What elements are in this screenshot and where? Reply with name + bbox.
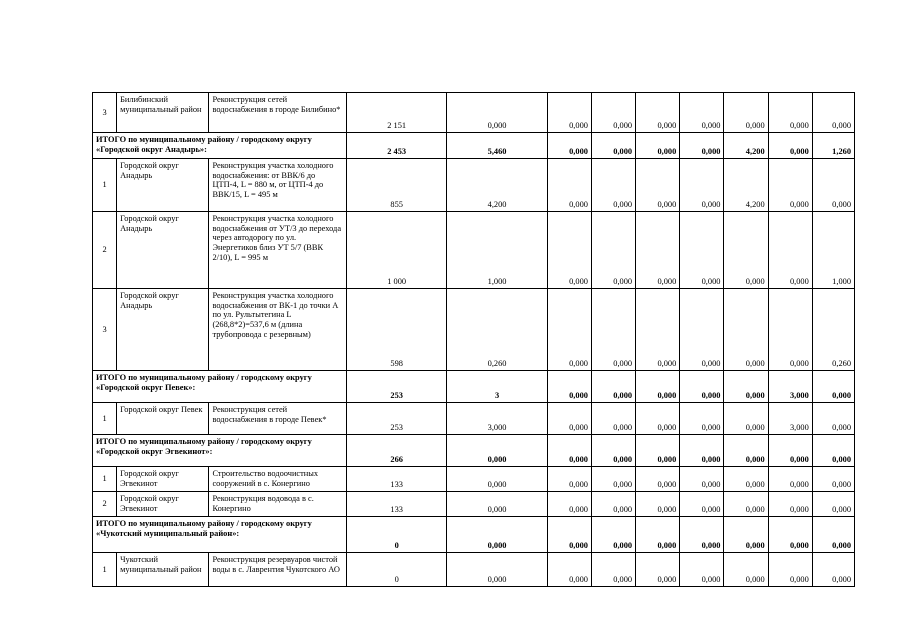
subtotal-row (93, 517, 855, 553)
year-value-cell: 0,000 (636, 553, 680, 587)
year-value-cell: 0,000 (812, 553, 854, 587)
table-row (93, 159, 855, 212)
year-value-cell: 0,000 (724, 467, 768, 492)
year-value-cell: 0,000 (768, 159, 812, 212)
value-cell: 0,000 (447, 517, 547, 553)
subtotal-title: ИТОГО по муниципальному району / городскому округу «Городской округ Анадырь»: (93, 133, 347, 159)
subtotal-row (93, 371, 855, 403)
year-value-cell: 0,000 (680, 467, 724, 492)
year-value-cell: 0,000 (812, 403, 854, 435)
row-owner: Городской округ Эгвекинот (117, 467, 209, 492)
row-index: 2 (93, 212, 117, 289)
year-value-cell: 0,000 (680, 403, 724, 435)
value-cell: 3 (447, 371, 547, 403)
table-row (93, 289, 855, 371)
year-value-cell: 0,000 (724, 371, 768, 403)
year-value-cell: 0,000 (547, 467, 591, 492)
row-description: Реконструкция участка холодного водоснабжения: от ВВК/6 до ЦТП-4, L = 880 м, от ЦТП-4 до ВВК/15, L = 495 м (209, 159, 347, 212)
investment-table (92, 92, 855, 587)
table-row (93, 212, 855, 289)
total-cell: 1 000 (346, 212, 446, 289)
year-value-cell: 0,000 (591, 517, 635, 553)
year-value-cell: 0,000 (680, 517, 724, 553)
year-value-cell: 0,000 (547, 371, 591, 403)
year-value-cell: 0,000 (812, 467, 854, 492)
year-value-cell: 0,000 (812, 159, 854, 212)
year-value-cell: 0,000 (768, 435, 812, 467)
year-value-cell: 0,000 (636, 212, 680, 289)
year-value-cell: 0,000 (547, 403, 591, 435)
year-value-cell: 1,260 (812, 133, 854, 159)
year-value-cell: 0,000 (591, 435, 635, 467)
year-value-cell: 0,000 (680, 133, 724, 159)
total-cell: 2 151 (346, 93, 446, 133)
total-cell: 0 (346, 517, 446, 553)
row-description: Реконструкция резервуаров чистой воды в с. Лаврентия Чукотского АО (209, 553, 347, 587)
year-value-cell: 0,000 (636, 133, 680, 159)
year-value-cell: 0,000 (768, 289, 812, 371)
year-value-cell: 4,200 (724, 159, 768, 212)
year-value-cell: 0,000 (812, 93, 854, 133)
year-value-cell: 0,000 (724, 289, 768, 371)
year-value-cell: 0,000 (768, 133, 812, 159)
year-value-cell: 1,000 (812, 212, 854, 289)
year-value-cell: 0,000 (591, 553, 635, 587)
year-value-cell: 0,000 (591, 212, 635, 289)
row-owner: Чукотский муниципальный район (117, 553, 209, 587)
year-value-cell: 0,000 (680, 289, 724, 371)
total-cell: 2 453 (346, 133, 446, 159)
total-cell: 133 (346, 492, 446, 517)
year-value-cell: 0,000 (680, 553, 724, 587)
year-value-cell: 0,000 (547, 435, 591, 467)
value-cell: 5,460 (447, 133, 547, 159)
table-row (93, 467, 855, 492)
row-index: 1 (93, 553, 117, 587)
year-value-cell: 0,000 (591, 492, 635, 517)
row-index: 1 (93, 467, 117, 492)
year-value-cell: 0,000 (724, 517, 768, 553)
table-row (93, 93, 855, 133)
table-row (93, 403, 855, 435)
row-index: 3 (93, 93, 117, 133)
total-cell: 133 (346, 467, 446, 492)
year-value-cell: 3,000 (768, 371, 812, 403)
total-cell: 855 (346, 159, 446, 212)
year-value-cell: 0,000 (636, 467, 680, 492)
year-value-cell: 0,000 (680, 435, 724, 467)
year-value-cell: 0,000 (636, 159, 680, 212)
year-value-cell: 0,000 (812, 435, 854, 467)
year-value-cell: 0,000 (724, 212, 768, 289)
year-value-cell: 0,000 (591, 93, 635, 133)
row-owner: Билибинский муниципальный район (117, 93, 209, 133)
row-owner: Городской округ Анадырь (117, 159, 209, 212)
year-value-cell: 0,000 (680, 492, 724, 517)
value-cell: 4,200 (447, 159, 547, 212)
year-value-cell: 0,260 (812, 289, 854, 371)
subtotal-row (93, 133, 855, 159)
year-value-cell: 0,000 (547, 159, 591, 212)
year-value-cell: 0,000 (724, 553, 768, 587)
year-value-cell: 0,000 (591, 159, 635, 212)
year-value-cell: 0,000 (724, 492, 768, 517)
year-value-cell: 0,000 (591, 133, 635, 159)
row-description: Реконструкция сетей водоснабжения в городе Певек* (209, 403, 347, 435)
year-value-cell: 4,200 (724, 133, 768, 159)
year-value-cell: 0,000 (547, 133, 591, 159)
row-description: Реконструкция сетей водоснабжения в городе Билибино* (209, 93, 347, 133)
year-value-cell: 0,000 (547, 212, 591, 289)
year-value-cell: 0,000 (591, 371, 635, 403)
year-value-cell: 0,000 (636, 435, 680, 467)
row-description: Реконструкция водовода в с. Конергино (209, 492, 347, 517)
year-value-cell: 0,000 (547, 553, 591, 587)
year-value-cell: 0,000 (768, 517, 812, 553)
year-value-cell: 0,000 (636, 403, 680, 435)
year-value-cell: 0,000 (812, 492, 854, 517)
row-description: Строительство водоочистных сооружений в с. Конергино (209, 467, 347, 492)
value-cell: 1,000 (447, 212, 547, 289)
year-value-cell: 0,000 (812, 371, 854, 403)
year-value-cell: 0,000 (680, 371, 724, 403)
year-value-cell: 0,000 (768, 492, 812, 517)
year-value-cell: 0,000 (680, 159, 724, 212)
year-value-cell: 0,000 (547, 289, 591, 371)
year-value-cell: 0,000 (812, 517, 854, 553)
value-cell: 0,000 (447, 553, 547, 587)
year-value-cell: 0,000 (680, 93, 724, 133)
year-value-cell: 0,000 (724, 435, 768, 467)
total-cell: 253 (346, 371, 446, 403)
total-cell: 253 (346, 403, 446, 435)
value-cell: 0,000 (447, 467, 547, 492)
subtotal-title: ИТОГО по муниципальному району / городскому округу «Городской округ Эгвекинот»: (93, 435, 347, 467)
total-cell: 598 (346, 289, 446, 371)
year-value-cell: 0,000 (591, 403, 635, 435)
row-index: 1 (93, 159, 117, 212)
year-value-cell: 0,000 (636, 289, 680, 371)
year-value-cell: 0,000 (547, 517, 591, 553)
row-owner: Городской округ Эгвекинот (117, 492, 209, 517)
table-body (93, 93, 855, 587)
row-index: 3 (93, 289, 117, 371)
year-value-cell: 0,000 (636, 492, 680, 517)
year-value-cell: 0,000 (636, 517, 680, 553)
year-value-cell: 0,000 (724, 93, 768, 133)
row-index: 1 (93, 403, 117, 435)
year-value-cell: 0,000 (768, 467, 812, 492)
total-cell: 266 (346, 435, 446, 467)
row-owner: Городской округ Певек (117, 403, 209, 435)
subtotal-title: ИТОГО по муниципальному району / городскому округу «Чукотский муниципальный район»: (93, 517, 347, 553)
value-cell: 0,000 (447, 435, 547, 467)
value-cell: 3,000 (447, 403, 547, 435)
year-value-cell: 0,000 (591, 467, 635, 492)
subtotal-row (93, 435, 855, 467)
year-value-cell: 0,000 (547, 93, 591, 133)
row-owner: Городской округ Анадырь (117, 212, 209, 289)
row-index: 2 (93, 492, 117, 517)
value-cell: 0,000 (447, 93, 547, 133)
year-value-cell: 3,000 (768, 403, 812, 435)
year-value-cell: 0,000 (768, 553, 812, 587)
year-value-cell: 0,000 (636, 371, 680, 403)
year-value-cell: 0,000 (591, 289, 635, 371)
value-cell: 0,000 (447, 492, 547, 517)
year-value-cell: 0,000 (680, 212, 724, 289)
year-value-cell: 0,000 (724, 403, 768, 435)
subtotal-title: ИТОГО по муниципальному району / городскому округу «Городской округ Певек»: (93, 371, 347, 403)
year-value-cell: 0,000 (768, 93, 812, 133)
table-row (93, 492, 855, 517)
row-owner: Городской округ Анадырь (117, 289, 209, 371)
table-row (93, 553, 855, 587)
year-value-cell: 0,000 (547, 492, 591, 517)
year-value-cell: 0,000 (636, 93, 680, 133)
total-cell: 0 (346, 553, 446, 587)
row-description: Реконструкция участка холодного водоснабжения от УТ/3 до перехода через автодорогу по ул. Энергетиков близ УТ 5/7 (ВВК 2/10), L = 995 м (209, 212, 347, 289)
row-description: Реконструкция участка холодного водоснабжения от ВК-1 до точки А по ул. Рультытегина L (268,8*2)=537,6 м (длина трубопровода с резервным) (209, 289, 347, 371)
year-value-cell: 0,000 (768, 212, 812, 289)
value-cell: 0,260 (447, 289, 547, 371)
